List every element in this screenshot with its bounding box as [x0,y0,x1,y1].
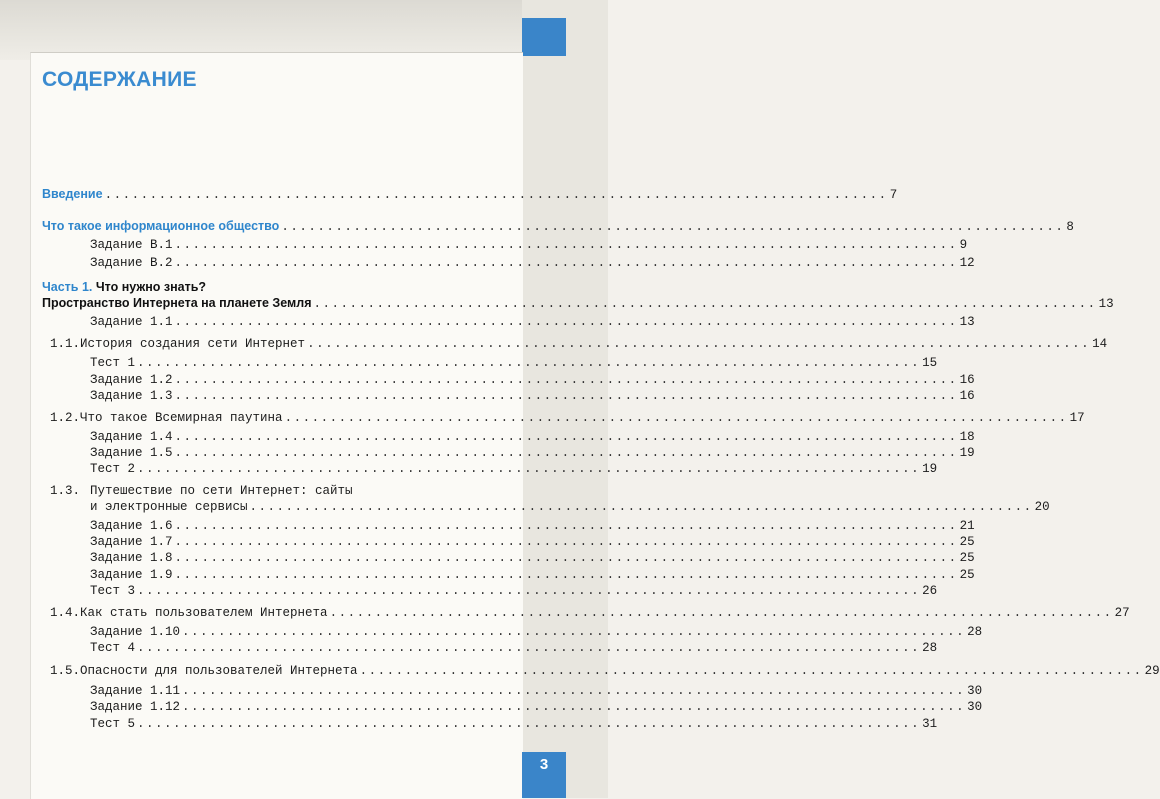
toc-entry-label: Задание 1.12 [90,700,181,714]
dot-leader: ....................................................................................... [137,641,921,655]
toc-entry[interactable] [90,625,983,640]
toc-entry-label: Задание 1.10 [90,625,181,639]
dot-leader: ....................................................................................... [174,373,958,387]
toc-entry-label: Тест 1 [90,356,136,370]
toc-entry-label: Что такое информационное общество [42,219,280,233]
toc-entry-page: 8 [1066,220,1074,234]
toc-entry-page: 19 [959,446,975,460]
toc-entry-info-society[interactable] [42,219,1074,235]
page-title: СОДЕРЖАНИЕ [42,68,197,91]
toc-section-1-1[interactable] [50,337,1108,352]
toc-entry-intro[interactable] [42,187,898,203]
section-number: 1.5. [50,664,81,678]
toc-entry-label: Задание В.1 [90,238,173,252]
previous-page-bleed [0,0,608,60]
toc-entry-page: 27 [1114,606,1130,620]
page-number-tab [522,752,566,798]
toc-entry[interactable] [90,373,975,388]
toc-entry-label: Задание 1.11 [90,684,181,698]
part-label: Часть 1. [42,280,93,294]
toc-entry-page: 19 [922,462,938,476]
toc-entry-page: 7 [889,188,898,202]
toc-entry[interactable] [90,256,975,271]
toc-entry-label: Пространство Интернета на планете Земля [42,296,312,310]
dot-leader: ....................................................................................... [313,297,1097,311]
toc-entry-label: Введение [42,187,103,201]
dot-leader: ....................................................................................... [174,568,958,582]
section-number: 1.1. [50,337,81,351]
toc-entry[interactable] [90,700,983,715]
toc-section-1-3-line1 [50,484,353,499]
toc-entry[interactable] [90,519,975,534]
dot-leader: ....................................................................................... [182,700,966,714]
dot-leader: ....................................................................................... [174,551,958,565]
toc-entry-label: Что такое Всемирная паутина [80,411,283,425]
toc-entry[interactable] [90,356,938,371]
toc-entry-page: 14 [1092,337,1108,351]
toc-entry-label: История создания сети Интернет [80,337,306,351]
toc-entry-page: 17 [1069,411,1085,425]
toc-entry-label: Тест 4 [90,641,136,655]
toc-entry-label: Тест 2 [90,462,136,476]
toc-entry[interactable] [90,568,975,583]
toc-entry[interactable] [90,717,938,732]
dot-leader: ....................................................................................... [249,500,1033,514]
toc-entry-label: Задание 1.8 [90,551,173,565]
toc-entry-page: 13 [1098,297,1114,311]
toc-entry-label: Тест 3 [90,584,136,598]
dot-leader: ....................................................................................... [281,220,1065,234]
part-title: Что нужно знать? [95,280,207,294]
dot-leader: ....................................................................................... [174,535,958,549]
dot-leader: ....................................................................................... [307,337,1091,351]
toc-entry-page: 26 [922,584,938,598]
top-tab [522,18,566,56]
toc-entry-label: Задание 1.4 [90,430,173,444]
toc-entry-label-continued: и электронные сервисы [90,500,248,514]
toc-entry-page: 16 [959,389,975,403]
dot-leader: ....................................................................................... [174,446,958,460]
toc-entry-page: 18 [959,430,975,444]
dot-leader: ....................................................................................... [182,684,966,698]
toc-entry-page: 25 [959,551,975,565]
toc-entry-page: 21 [959,519,975,533]
section-number: 1.3. [50,484,81,498]
toc-entry-label: Задание 1.6 [90,519,173,533]
toc-entry[interactable] [90,238,968,253]
toc-entry-page: 25 [959,568,975,582]
toc-entry[interactable] [90,535,975,550]
dot-leader: ....................................................................................... [359,664,1143,678]
toc-entry-page: 25 [959,535,975,549]
toc-entry-label: Задание В.2 [90,256,173,270]
toc-entry-page: 29 [1144,664,1160,678]
toc-entry-label: Задание 1.9 [90,568,173,582]
toc-section-1-5[interactable] [50,664,1160,679]
part-heading [42,280,206,295]
dot-leader: ....................................................................................... [137,356,921,370]
toc-entry[interactable] [90,315,975,330]
toc-entry-page: 28 [922,641,938,655]
toc-entry[interactable] [90,684,983,699]
dot-leader: ....................................................................................... [174,519,958,533]
toc-entry-label: Задание 1.1 [90,315,173,329]
toc-entry[interactable] [90,389,975,404]
dot-leader: ....................................................................................... [284,411,1068,425]
dot-leader: ....................................................................................... [137,462,921,476]
toc-entry-page: 28 [967,625,983,639]
dot-leader: ....................................................................................... [174,430,958,444]
toc-entry-label: Как стать пользователем Интернета [80,606,328,620]
toc-entry-label: Опасности для пользователей Интернета [80,664,358,678]
toc-entry[interactable] [90,430,975,445]
dot-leader: ....................................................................................... [174,238,958,252]
dot-leader: ....................................................................................... [104,188,888,202]
toc-entry-label: Задание 1.3 [90,389,173,403]
toc-entry-page: 20 [1034,500,1050,514]
toc-entry-page: 13 [959,315,975,329]
toc-entry[interactable] [90,641,938,656]
dot-leader: ....................................................................................... [137,584,921,598]
section-number: 1.2. [50,411,81,425]
toc-entry-label: Путешествие по сети Интернет: сайты [90,484,353,498]
dot-leader: ....................................................................................... [182,625,966,639]
toc-entry-part-1[interactable] [42,296,1114,312]
toc-entry-page: 9 [959,238,968,252]
toc-entry-label: Тест 5 [90,717,136,731]
toc-entry[interactable] [90,584,938,599]
toc-entry-label: Задание 1.2 [90,373,173,387]
toc-section-1-3[interactable] [90,500,1050,515]
page-number: 3 [539,756,549,773]
section-number: 1.4. [50,606,81,620]
toc-entry-label: Задание 1.5 [90,446,173,460]
dot-leader: ....................................................................................... [174,315,958,329]
dot-leader: ....................................................................................... [329,606,1113,620]
toc-entry-page: 16 [959,373,975,387]
toc-section-1-2[interactable] [50,411,1085,426]
toc-entry-page: 31 [922,717,938,731]
toc-entry-page: 15 [922,356,938,370]
toc-entry-page: 30 [967,684,983,698]
dot-leader: ....................................................................................... [174,256,958,270]
toc-entry[interactable] [90,462,938,477]
dot-leader: ....................................................................................... [174,389,958,403]
toc-entry-page: 12 [959,256,975,270]
toc-entry[interactable] [90,551,975,566]
toc-entry[interactable] [90,446,975,461]
toc-section-1-4[interactable] [50,606,1130,621]
toc-entry-page: 30 [967,700,983,714]
dot-leader: ....................................................................................... [137,717,921,731]
toc-entry-label: Задание 1.7 [90,535,173,549]
